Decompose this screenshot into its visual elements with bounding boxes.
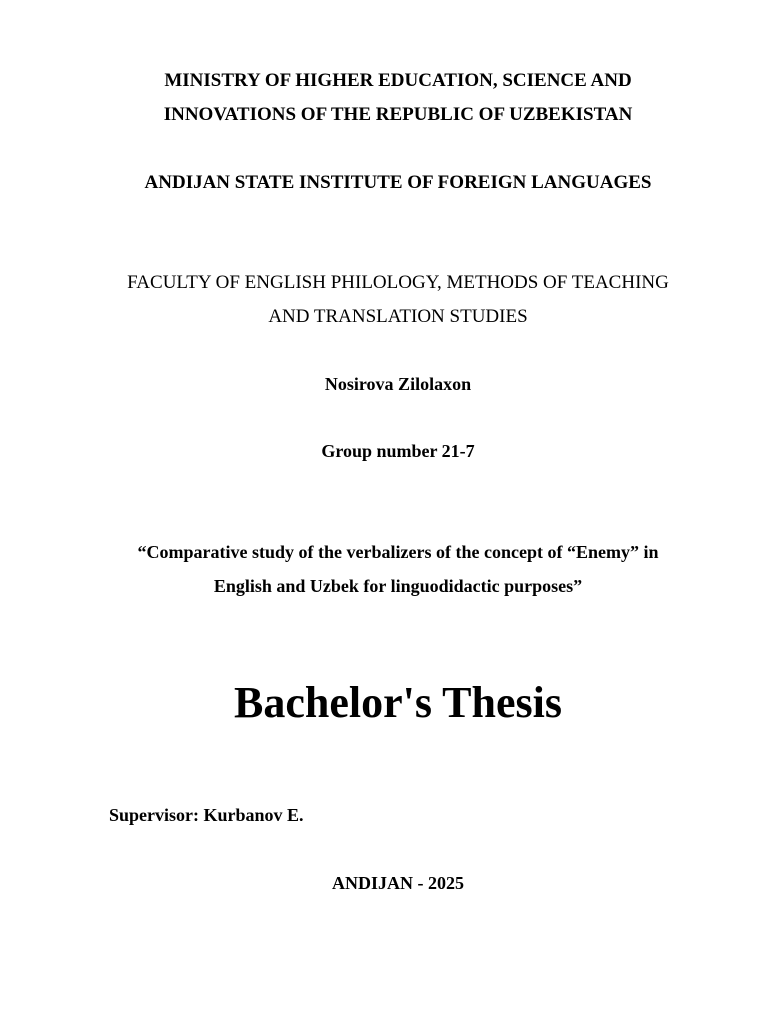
institute-name: ANDIJAN STATE INSTITUTE OF FOREIGN LANGUAGES (144, 172, 652, 193)
supervisor: Supervisor: Kurbanov E. (109, 805, 304, 825)
faculty-line-2: AND TRANSLATION STUDIES (268, 306, 528, 327)
ministry-line-2: INNOVATIONS OF THE REPUBLIC OF UZBEKISTAN (163, 104, 633, 125)
group-number: Group number 21-7 (321, 441, 475, 461)
student-name: Nosirova Zilolaxon (324, 374, 472, 394)
thesis-topic-line-1: “Comparative study of the verbalizers of the concept of “Enemy” in (137, 542, 659, 562)
faculty-line-1: FACULTY OF ENGLISH PHILOLOGY, METHODS OF TEACHING (127, 272, 669, 293)
ministry-line-1: MINISTRY OF HIGHER EDUCATION, SCIENCE AND (164, 70, 632, 91)
thesis-topic-line-2: English and Uzbek for linguodidactic purposes” (213, 576, 583, 596)
thesis-type-title: Bachelor's Thesis (233, 678, 562, 727)
city-year: ANDIJAN - 2025 (332, 873, 464, 893)
